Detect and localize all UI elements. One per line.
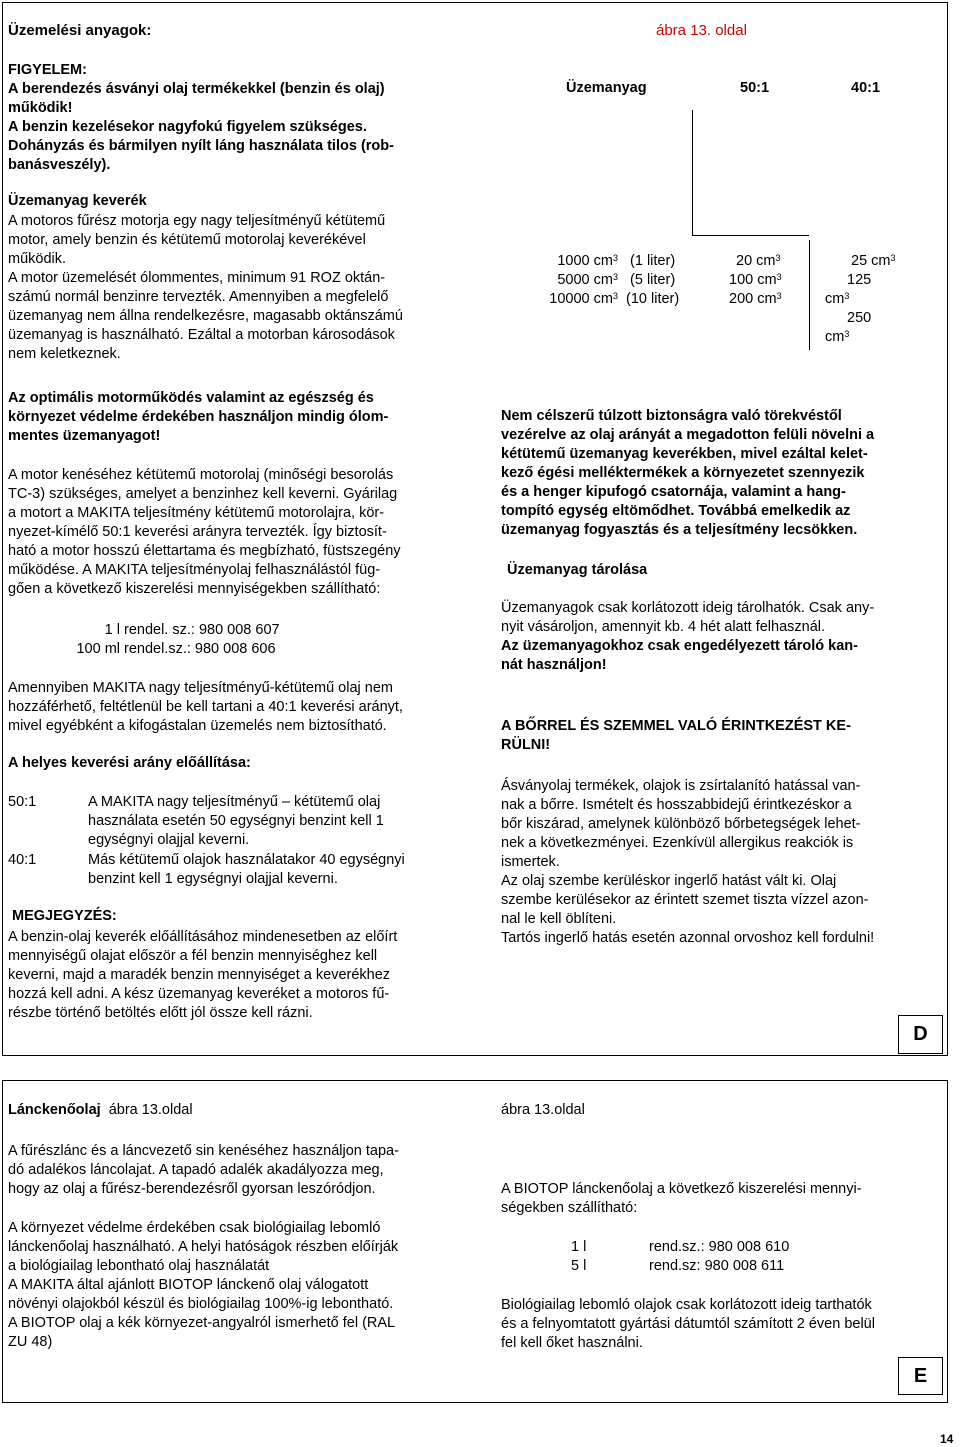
unit-exponent: 3 — [612, 253, 618, 263]
warning-line: működik! — [8, 100, 73, 116]
unit-exponent: 3 — [775, 253, 781, 263]
optimal-operation-text — [8, 389, 470, 446]
ratio-heading: A helyes keverési arány előállítása: — [8, 755, 251, 771]
order-list-top — [46, 621, 366, 659]
warning-line: Dohányzás és bármilyen nyílt láng használata tilos (rob- — [8, 138, 394, 154]
text-line: és a henger kipufogó csatornája, valamint a hang- — [501, 484, 846, 500]
text-line: használata esetén 50 egységnyi benzint kell 1 — [88, 813, 384, 829]
oil-volume-50: 20 cm — [736, 253, 776, 269]
text-line: nek a következményei. Ezenkívül allergikus reakciók is — [501, 835, 854, 851]
order-qty: 1 l — [571, 1239, 587, 1255]
text-line: szembe kerülésekor az érintett szemet tiszta vízzel azon- — [501, 892, 869, 908]
oil-volume-50: 100 cm — [729, 272, 777, 288]
order-row — [46, 621, 366, 640]
text-line: fel kell őket használni. — [501, 1335, 643, 1351]
makita-oil-text — [8, 679, 470, 736]
text-line: A motor üzemelését ólommentes, minimum 91 ROZ oktán- — [8, 270, 386, 286]
oil-volume-50: 200 cm — [729, 291, 777, 307]
storage-heading: Üzemanyag tárolása — [507, 562, 648, 578]
fuel-liter: (1 liter) — [630, 253, 676, 269]
warning-line: A benzin kezelésekor nagyfokú figyelem szükséges. — [8, 119, 367, 135]
text-line: Tartós ingerlő hatás esetén azonnal orvoshoz kell fordulni! — [501, 930, 875, 946]
text-line: működik. — [8, 251, 67, 267]
text-line: nyit vásároljon, amennyit kb. 4 hét alatt felhasznál. — [501, 619, 826, 635]
text-line: nal le kell öblíteni. — [501, 911, 617, 927]
fuel-volume: 1000 cm — [557, 253, 613, 269]
text-line: Üzemanyagok csak korlátozott ideig tárolhatók. Csak any- — [501, 600, 875, 616]
table-fuel-cell — [524, 290, 694, 309]
unit-exponent: 3 — [612, 291, 618, 301]
order-row — [571, 1257, 871, 1276]
fuel-liter: (5 liter) — [630, 272, 676, 288]
text-line: Az üzemanyagokhoz csak engedélyezett tároló kan- — [501, 638, 858, 654]
table-50-column — [722, 252, 812, 309]
skin-contact-text — [501, 777, 941, 948]
text-line: Amennyiben MAKITA nagy teljesítményű-kétütemű olaj nem — [8, 680, 393, 696]
text-line: hozzáférhető, feltétlenül be kell tartani a 40:1 keverési arányt, — [8, 699, 403, 715]
page-title: Üzemelési anyagok: — [8, 22, 152, 39]
unit-exponent: 3 — [612, 272, 618, 282]
text-line: tompító egység eltömődhet. Továbbá emelkedik az — [501, 503, 851, 519]
fuel-mix-table — [0, 0, 960, 360]
table-fuel-column — [524, 252, 694, 309]
text-line: részbe történő betöltés előtt jól össze kell rázni. — [8, 1005, 313, 1021]
chain-oil-text — [8, 1142, 470, 1199]
text-line: üzemanyag fogyasztás és a teljesítmény lecsökken. — [501, 522, 858, 538]
text-line: kező égési melléktermékek a környezetet szennyezik — [501, 465, 865, 481]
text-line: mentes üzemanyagot! — [8, 428, 161, 444]
table-fuel-cell — [524, 271, 694, 290]
text-line: bőr kiszárad, amelynek különböző bőrbetegségek lehet- — [501, 816, 861, 832]
oil-volume-40: cm — [825, 329, 845, 345]
order-row — [46, 640, 366, 659]
table-40-cell — [825, 290, 935, 309]
order-number: rend.sz: 980 008 611 — [649, 1258, 785, 1274]
text-line: A BŐRREL ÉS SZEMMEL VALÓ ÉRINTKEZÉST KE- — [501, 718, 851, 734]
warning-line: A berendezés ásványi olaj termékekkel (benzin és olaj) — [8, 81, 385, 97]
order-number: rendel.sz.: 980 008 606 — [124, 641, 276, 657]
warning-line: FIGYELEM: — [8, 62, 87, 78]
order-row — [571, 1238, 871, 1257]
table-header-40-1: 40:1 — [851, 80, 881, 96]
order-qty: 100 ml — [76, 641, 120, 657]
text-line: A BIOTOP lánckenőolaj a következő kiszerelési mennyi- — [501, 1181, 862, 1197]
table-header-fuel: Üzemanyag — [566, 80, 647, 96]
order-number: rendel. sz.: 980 008 607 — [124, 622, 280, 638]
text-line: ismertek. — [501, 854, 560, 870]
text-line: Más kétütemű olajok használatakor 40 egységnyi — [88, 852, 405, 868]
oil-text — [8, 466, 470, 599]
text-line: A motor kenéséhez kétütemű motorolaj (minőségi besorolás — [8, 467, 394, 483]
page-number: 14 — [940, 1432, 954, 1446]
oil-volume-40: 250 — [847, 310, 872, 326]
table-divider-horizontal — [692, 235, 809, 236]
text-line: és a felnyomtatott gyártási dátumtól számított 2 éven belül — [501, 1316, 875, 1332]
text-line: Nem célszerű túlzott biztonságra való törekvéstől — [501, 408, 842, 424]
text-line: A MAKITA által ajánlott BIOTOP lánckenő olaj válogatott — [8, 1277, 369, 1293]
order-number: rend.sz.: 980 008 610 — [649, 1239, 790, 1255]
text-line: mivel egyébként a kifogástalan üzemelés nem biztosítható. — [8, 718, 387, 734]
oil-volume-40: cm — [825, 291, 845, 307]
table-50-cell — [722, 290, 812, 309]
ratio-40-block — [8, 851, 470, 889]
text-line: RÜLNI! — [501, 737, 551, 753]
fuel-liter: (10 liter) — [626, 291, 680, 307]
text-line: Biológiailag lebomló olajok csak korlátozott ideig tarthatók — [501, 1297, 872, 1313]
fuel-volume: 10000 cm — [549, 291, 613, 307]
oil-volume-40: 25 cm — [851, 253, 891, 269]
biodegradable-text — [501, 1296, 941, 1353]
text-line: A motoros fűrész motorja egy nagy teljesítményű kétütemű — [8, 213, 386, 229]
unit-exponent: 3 — [844, 329, 850, 339]
section-letter-box: D — [898, 1015, 943, 1054]
section-letter-box: E — [898, 1357, 943, 1395]
text-line: vezérelve az olaj arányát a megadotton felüli növelni a — [501, 427, 875, 443]
text-line: gően a következő kiszerelési mennyiségekben szállítható: — [8, 581, 381, 597]
table-header-50-1: 50:1 — [740, 80, 770, 96]
table-fuel-cell — [524, 252, 694, 271]
chain-oil-figure-ref: ábra 13.oldal — [108, 1102, 193, 1118]
storage-text — [501, 599, 941, 675]
figure-reference: ábra 13. oldal — [656, 22, 747, 39]
text-line: egységnyi olajjal keverni. — [88, 832, 250, 848]
text-line: A környezet védelme érdekében csak biológiailag lebomló — [8, 1220, 381, 1236]
table-40-cell — [825, 309, 935, 328]
text-line: nak a bőrre. Ismételt és hosszabbidejű érintkezéskor a — [501, 797, 852, 813]
text-line: ségekben szállítható: — [501, 1200, 638, 1216]
text-line: motor, amely benzin és kétütemű motorolaj keverékével — [8, 232, 366, 248]
table-40-column — [825, 252, 935, 347]
text-line: a biológiailag lebontható olaj használatát — [8, 1258, 270, 1274]
warning-line: banásveszély). — [8, 157, 111, 173]
text-line: ható a motor hosszú élettartama és megbízható, füstszegény — [8, 543, 401, 559]
text-line: Az olaj szembe kerüléskor ingerlő hatást vált ki. Olaj — [501, 873, 837, 889]
ratio-50-block — [8, 793, 470, 850]
text-line: lánckenőolaj használható. A helyi hatóságok részben előírják — [8, 1239, 399, 1255]
note-text — [8, 928, 470, 1023]
ratio-label: 40:1 — [8, 852, 37, 868]
biotop-figure-ref: ábra 13.oldal — [501, 1102, 585, 1118]
note-heading: MEGJEGYZÉS: — [12, 908, 117, 924]
unit-exponent: 3 — [890, 253, 896, 263]
text-line: benzint kell 1 egységnyi olajjal keverni. — [88, 871, 338, 887]
order-list-bottom — [571, 1238, 871, 1276]
unit-exponent: 3 — [776, 291, 782, 301]
text-line: keverni, majd a maradék benzin mennyiséget a keverékhez — [8, 967, 391, 983]
table-40-cell — [825, 252, 935, 271]
text-line: működése. A MAKITA teljesítményolaj felhasználástól füg- — [8, 562, 381, 578]
text-line: A MAKITA nagy teljesítményű – kétütemű olaj — [88, 794, 381, 810]
text-line: üzemanyag nem állna rendelkezésre, magasabb oktánszámú — [8, 308, 403, 324]
table-50-cell — [722, 271, 812, 290]
text-line: A benzin-olaj keverék előállításához mindenesetben az előírt — [8, 929, 398, 945]
text-line: üzemanyag is használható. Ezáltal a motorban károsodások — [8, 327, 395, 343]
oil-volume-40: 125 — [847, 272, 872, 288]
environment-text — [8, 1219, 470, 1352]
table-divider-vertical-1 — [692, 110, 693, 235]
text-line: nyezet-kímélő 50:1 keverési arányra tervezték. Így biztosít- — [8, 524, 387, 540]
unit-exponent: 3 — [844, 291, 850, 301]
table-40-cell — [825, 271, 935, 290]
text-line: A BIOTOP olaj a kék környezet-angyalról ismerhető fel (RAL — [8, 1315, 396, 1331]
text-line: ZU 48) — [8, 1334, 53, 1350]
fuel-mix-heading: Üzemanyag keverék — [8, 193, 147, 209]
text-line: mennyiségű olajat először a fél benzin mennyiséghez kell — [8, 948, 378, 964]
text-line: hogy az olaj a fűrész-berendezésről gyorsan leszóródjon. — [8, 1181, 376, 1197]
text-line: számú normál benzinre tervezték. Amennyiben a megfelelő — [8, 289, 389, 305]
text-line: Ásványolaj termékek, olajok is zsírtalanító hatással van- — [501, 778, 861, 794]
text-line: hozzá kell adni. A kész üzemanyag keveréket a motoros fű- — [8, 986, 390, 1002]
excess-oil-warning — [501, 407, 941, 540]
text-line: TC-3) szükséges, amelyet a benzinhez kell keverni. Gyárilag — [8, 486, 398, 502]
text-line: dó adalékos láncolajat. A tapadó adalék akadályozza meg, — [8, 1162, 384, 1178]
text-line: A fűrészlánc és a láncvezető sin kenéséhez használjon tapa- — [8, 1143, 399, 1159]
text-line: környezet védelme érdekében használjon mindig ólom- — [8, 409, 389, 425]
text-line: kétütemű üzemanyag keverékben, mivel ezáltal kelet- — [501, 446, 868, 462]
text-line: növényi olajokból készül és biológiailag 100%-ig lebontható. — [8, 1296, 394, 1312]
table-40-cell — [825, 328, 935, 347]
text-line: Az optimális motorműködés valamint az egészség és — [8, 390, 374, 406]
unit-exponent: 3 — [776, 272, 782, 282]
text-line: nát használjon! — [501, 657, 607, 673]
table-50-cell — [722, 252, 812, 271]
biotop-text — [501, 1180, 941, 1218]
text-line: nem keletkeznek. — [8, 346, 121, 362]
fuel-volume: 5000 cm — [557, 272, 613, 288]
chain-oil-heading: Lánckenőolaj — [8, 1102, 101, 1118]
skin-contact-heading — [501, 717, 941, 755]
text-line: a motort a MAKITA teljesítmény kétütemű motorolajra, kör- — [8, 505, 385, 521]
ratio-label: 50:1 — [8, 794, 37, 810]
order-qty: 1 l — [104, 622, 120, 638]
chain-oil-title — [8, 1102, 193, 1118]
order-qty: 5 l — [571, 1258, 587, 1274]
